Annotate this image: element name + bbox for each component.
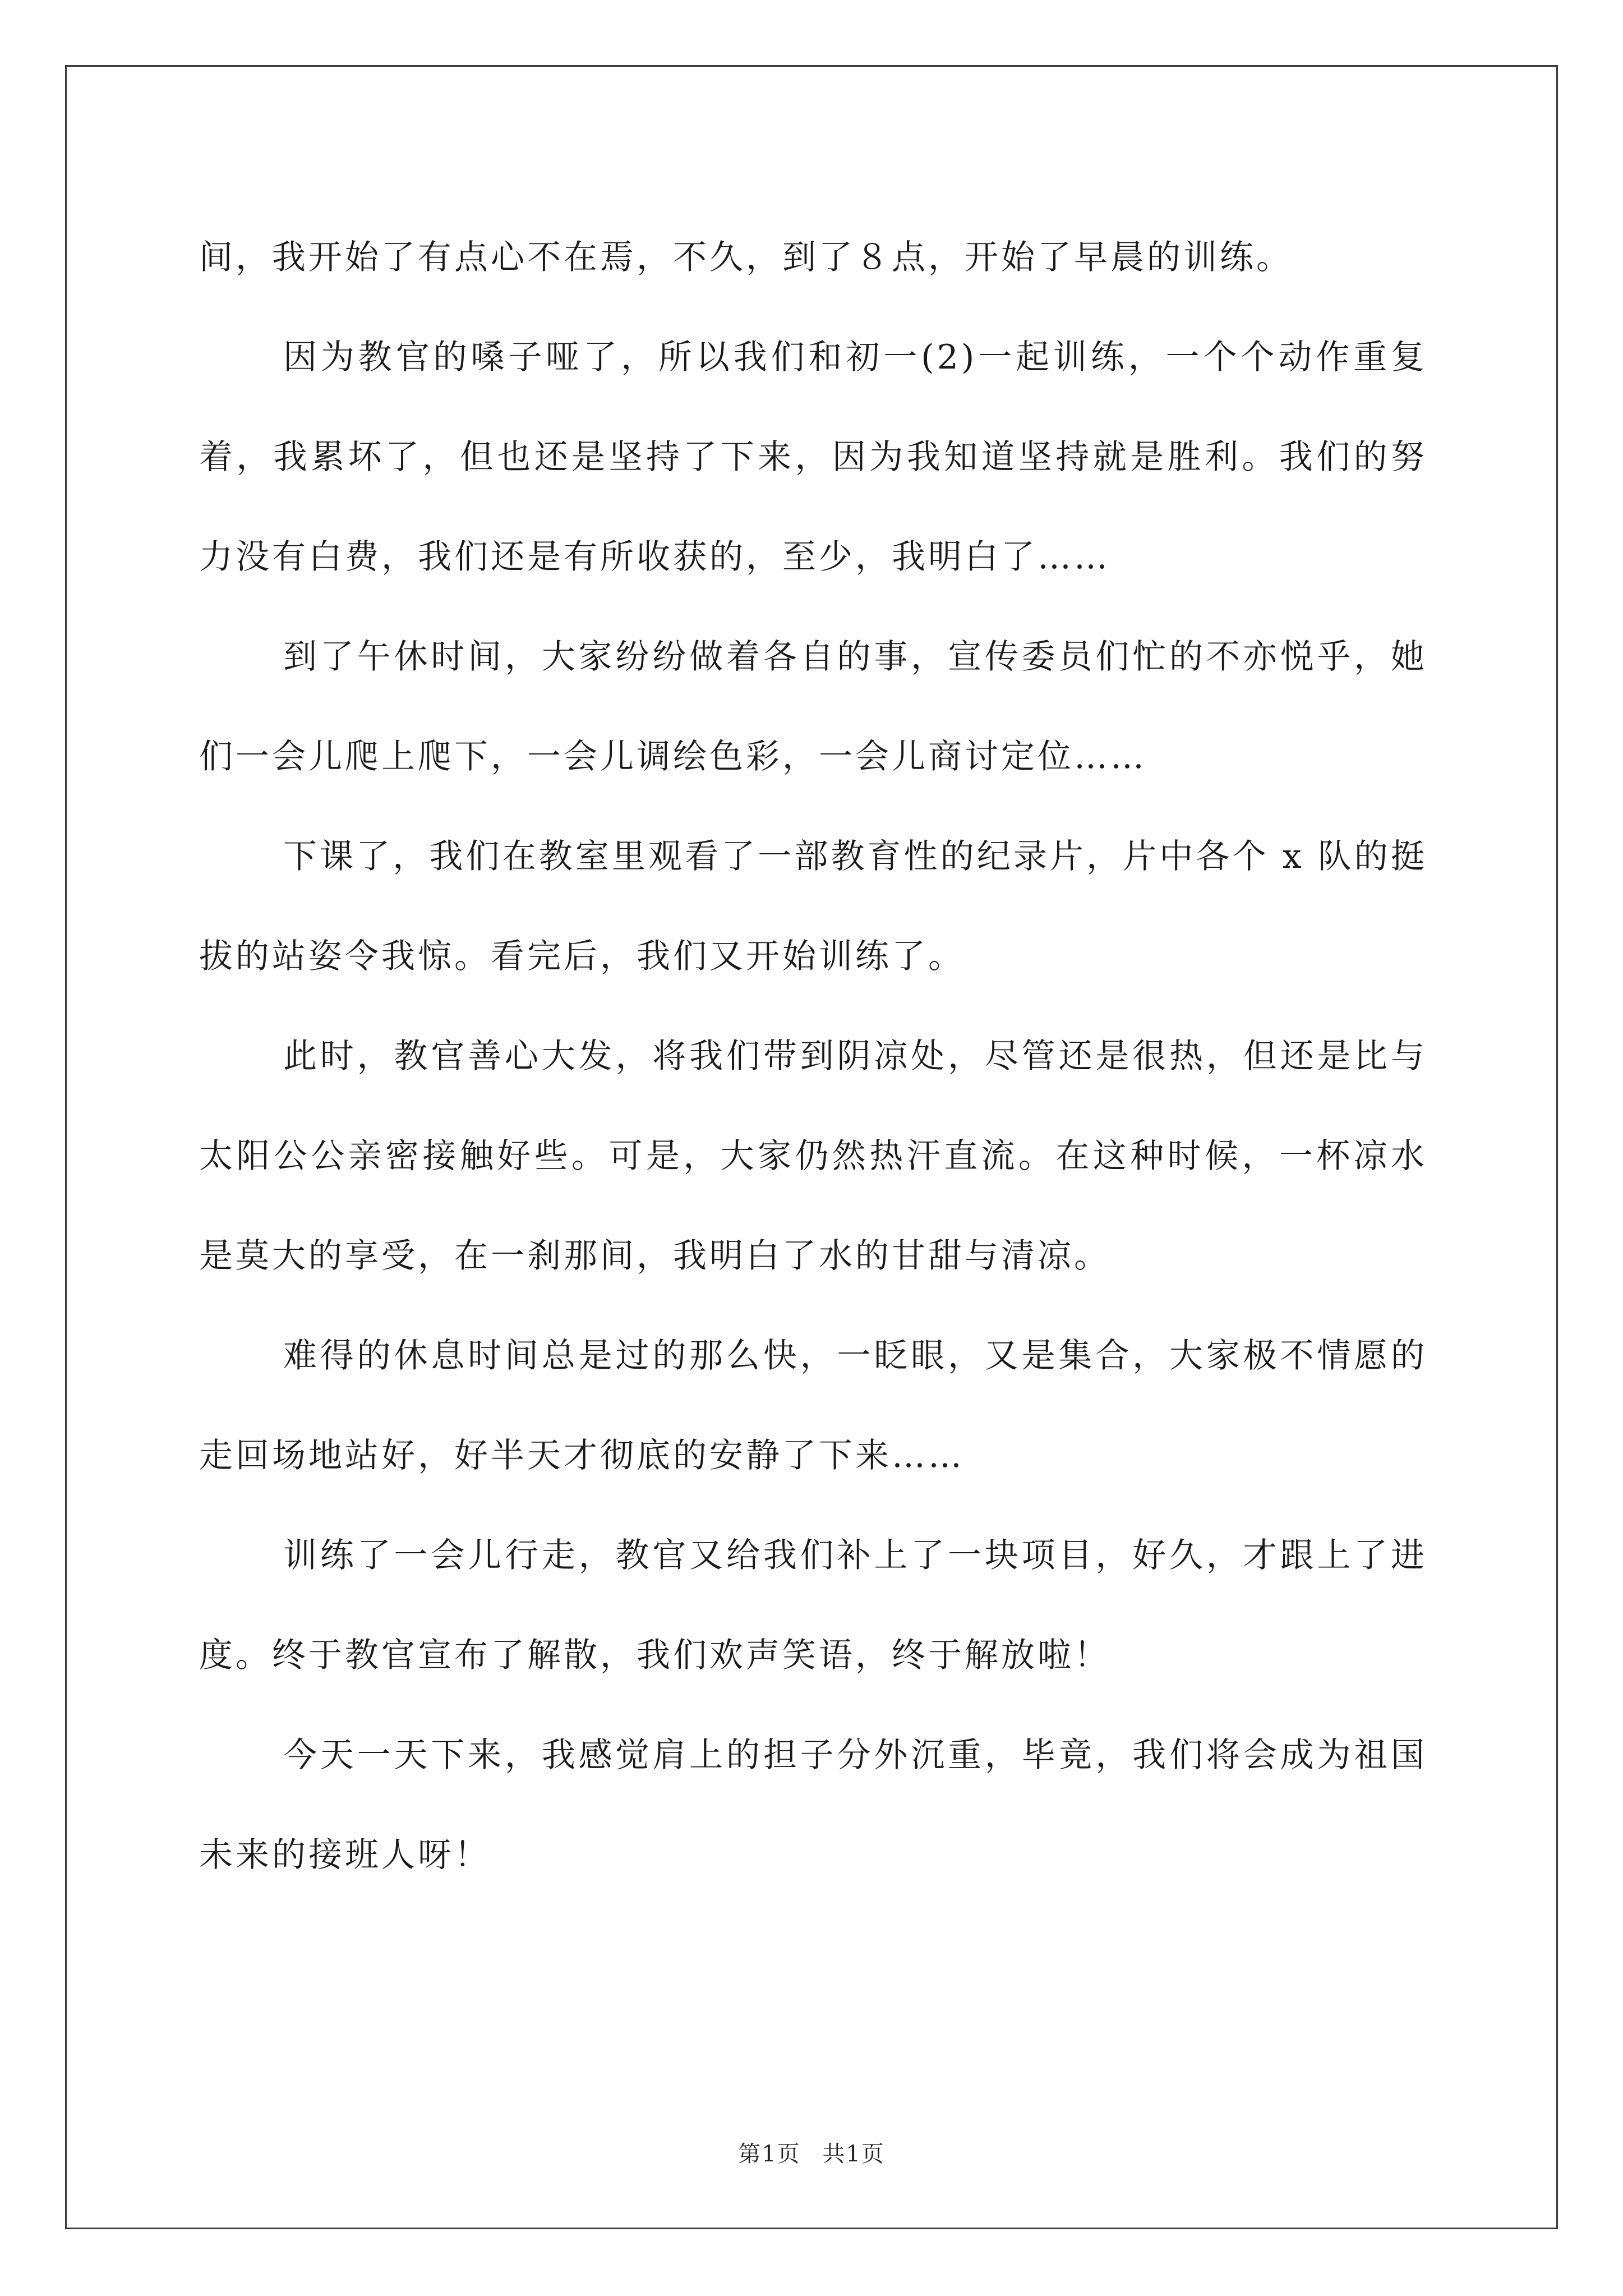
page-total: 共1页 xyxy=(822,2141,885,2167)
page-number: 第1页 xyxy=(738,2141,801,2167)
paragraph-4: 下课了，我们在教室里观看了一部教育性的纪录片，片中各个 x 队的挺拔的站姿令我惊。看完后，我们又开始训练了。 xyxy=(199,837,1427,976)
paragraph-6: 难得的休息时间总是过的那么快，一眨眼，又是集合，大家极不情愿的走回场地站好，好半天才彻底的安静了下来…… xyxy=(199,1336,1427,1475)
paragraph-8: 今天一天下来，我感觉肩上的担子分外沉重，毕竟，我们将会成为祖国未来的接班人呀！ xyxy=(199,1736,1427,1875)
paragraph-1: 间，我开始了有点心不在焉，不久，到了８点，开始了早晨的训练。 xyxy=(199,238,1293,277)
paragraph-3: 到了午休时间，大家纷纷做着各自的事，宣传委员们忙的不亦悦乎，她们一会儿爬上爬下，一会儿调绘色彩，一会儿商讨定位…… xyxy=(199,637,1427,776)
paragraph-5: 此时，教官善心大发，将我们带到阴凉处，尽管还是很热，但还是比与太阳公公亲密接触好些。可是，大家仍然热汗直流。在这种时候，一杯凉水是莫大的享受，在一刹那间，我明白了水的甘甜与清凉。 xyxy=(199,1037,1427,1276)
document-body xyxy=(199,208,1427,1905)
paragraph-7: 训练了一会儿行走，教官又给我们补上了一块项目，好久，才跟上了进度。终于教官宣布了解散，我们欢声笑语，终于解放啦！ xyxy=(199,1536,1427,1675)
paragraph-2: 因为教官的嗓子哑了，所以我们和初一(2)一起训练，一个个动作重复着，我累坏了，但也还是坚持了下来，因为我知道坚持就是胜利。我们的努力没有白费，我们还是有所收获的，至少，我明白了…… xyxy=(199,338,1427,577)
page-footer xyxy=(0,2136,1623,2168)
